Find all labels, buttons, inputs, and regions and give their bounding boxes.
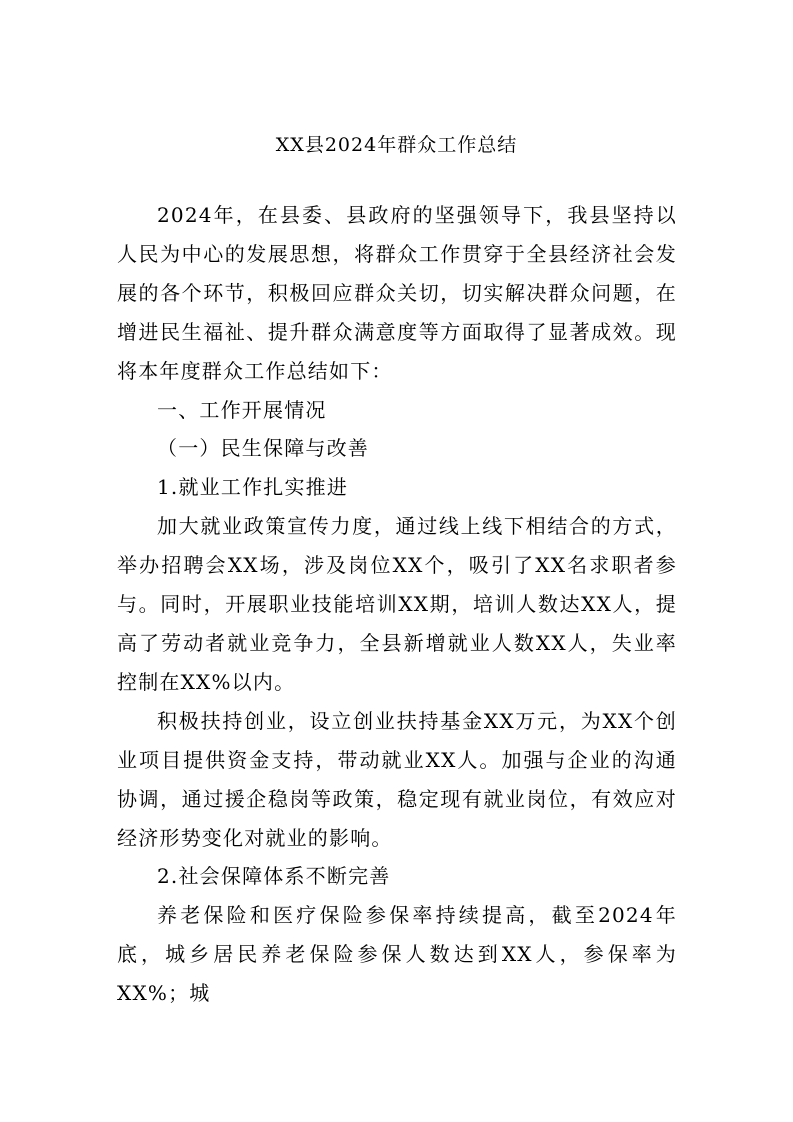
item-heading-employment: 1.就业工作扎实推进: [157, 475, 349, 500]
employment-paragraph: 加大就业政策宣传力度，通过线上线下相结合的方式，举办招聘会XX场，涉及岗位XX个，吸引了XX名求职者参与。同时，开展职业技能培训XX期，培训人数达XX人，提高了劳动者就业竞争力，全县新增就业人数XX人，失业率控制在XX%以内。: [117, 514, 677, 694]
intro-paragraph: 2024年，在县委、县政府的坚强领导下，我县坚持以人民为中心的发展思想，将群众工作贯穿于全县经济社会发展的各个环节，积极回应群众关切，切实解决群众问题，在增进民生福祉、提升群众满意度等方面取得了显著成效。现将本年度群众工作总结如下：: [117, 203, 677, 383]
insurance-paragraph: 养老保险和医疗保险参保率持续提高，截至2024年底，城乡居民养老保险参保人数达到XX人，参保率为XX%；城: [117, 903, 677, 1006]
document-title: XX县2024年群众工作总结: [275, 134, 518, 156]
section-heading-work-progress: 一、工作开展情况: [157, 397, 327, 422]
item-heading-social-security: 2.社会保障体系不断完善: [157, 864, 391, 889]
document-body: [117, 196, 677, 1013]
subsection-heading-livelihood: （一）民生保障与改善: [157, 436, 369, 461]
entrepreneurship-paragraph: 积极扶持创业，设立创业扶持基金XX万元，为XX个创业项目提供资金支持，带动就业XX人。加强与企业的沟通协调，通过援企稳岗等政策，稳定现有就业岗位，有效应对经济形势变化对就业的影响。: [117, 708, 677, 850]
